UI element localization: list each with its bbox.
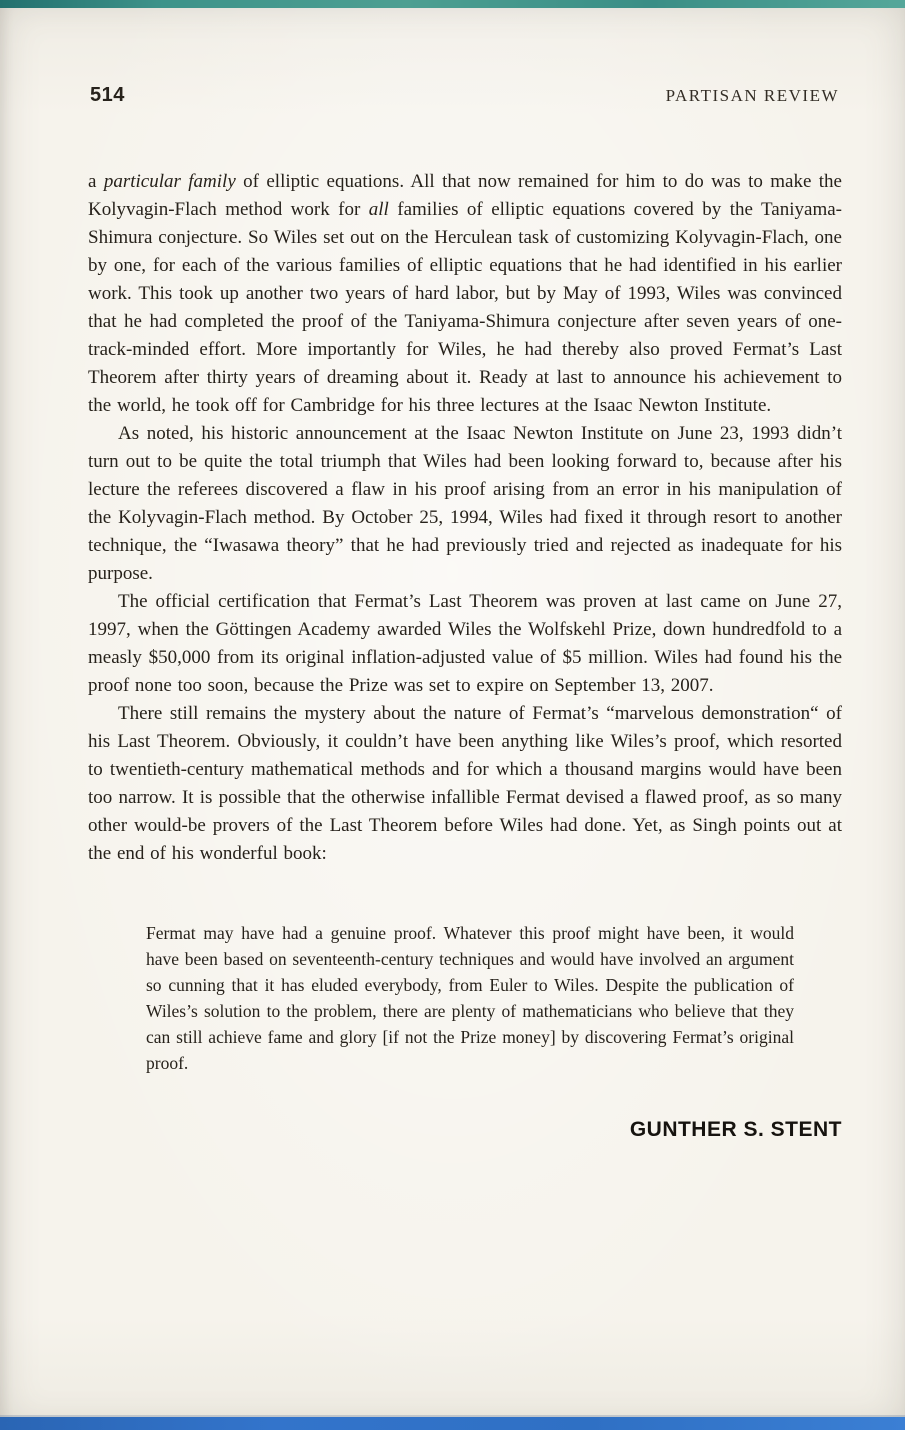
author-byline: GUNTHER S. STENT xyxy=(629,1118,842,1141)
scan-edge-bottom xyxy=(0,1417,905,1430)
paragraph-1-text: families of elliptic equations covered by the Taniyama-Shimura conjecture. So Wiles set out on the Herculean task of customizing Kolyvagin-Flach, one by one, for each of the various families of elliptic equations that he had identified in his earlier work. This took up another two years of hard labor, but by May of 1993, Wiles was convinced that he had completed the proof of the Taniyama-Shimura conjecture after seven years of one-track-minded effort. More importantly for Wiles, he had thereby also proved Fermat’s Last Theorem after thirty years of dreaming about it. Ready at last to announce his achievement to the world, he took off for Cambridge for his three lectures at the Isaac Newton Institute. xyxy=(88,199,842,416)
paragraph-4: There still remains the mystery about the nature of Fermat’s “marvelous demonstration“ of his Last Theorem. Obviously, it couldn’t have been anything like Wiles’s proof, which resorted to twentieth-century mathematical methods and for which a thousand margins would have been too narrow. It is possible that the otherwise infallible Fermat devised a flawed proof, as so many other would-be provers of the Last Theorem before Wiles had done. Yet, as Singh points out at the end of his wonderful book: xyxy=(88,703,842,864)
journal-title: PARTISAN REVIEW xyxy=(665,86,839,105)
paragraph-3: The official certification that Fermat’s Last Theorem was proven at last came on June 27, 1997, when the Göttingen Academy awarded Wiles the Wolfskehl Prize, down hundredfold to a measly $50,000 from its original inflation-adjusted value of $5 million. Wiles had found his the proof none too soon, because the Prize was set to expire on September 13, 2007. xyxy=(88,591,842,696)
running-head xyxy=(90,84,839,107)
paragraph-1-text: a xyxy=(88,171,104,192)
article-body xyxy=(88,168,842,1142)
paragraph-1-italic-particular-family: particular family xyxy=(103,171,236,192)
page-number: 514 xyxy=(90,84,125,106)
paragraph-2: As noted, his historic announcement at the Isaac Newton Institute on June 23, 1993 didn’t turn out to be quite the total triumph that Wiles had been looking forward to, because after his lecture the referees discovered a flaw in his proof arising from an error in his manipulation of the Kolyvagin-Flach method. By October 25, 1994, Wiles had fixed it through resort to another technique, the “Iwasawa theory” that he had previously tried and rejected as inadequate for his purpose. xyxy=(88,423,842,584)
paragraph-1-italic-all: all xyxy=(368,199,389,220)
block-quote: Fermat may have had a genuine proof. Whatever this proof might have been, it would have been based on seventeenth-century techniques and would have involved an argument so cunning that it has eluded everybody, from Euler to Wiles. Despite the publication of Wiles’s solution to the problem, there are plenty of mathematicians who believe that they can still achieve fame and glory [if not the Prize money] by discovering Fermat’s original proof. xyxy=(146,923,794,1073)
paragraph-1 xyxy=(88,168,842,420)
scan-edge-top xyxy=(0,0,905,8)
paragraph-1-text: of elliptic equations. All that now remained for him to do was to make the Kolyvagin-Flach method work for xyxy=(88,171,842,220)
